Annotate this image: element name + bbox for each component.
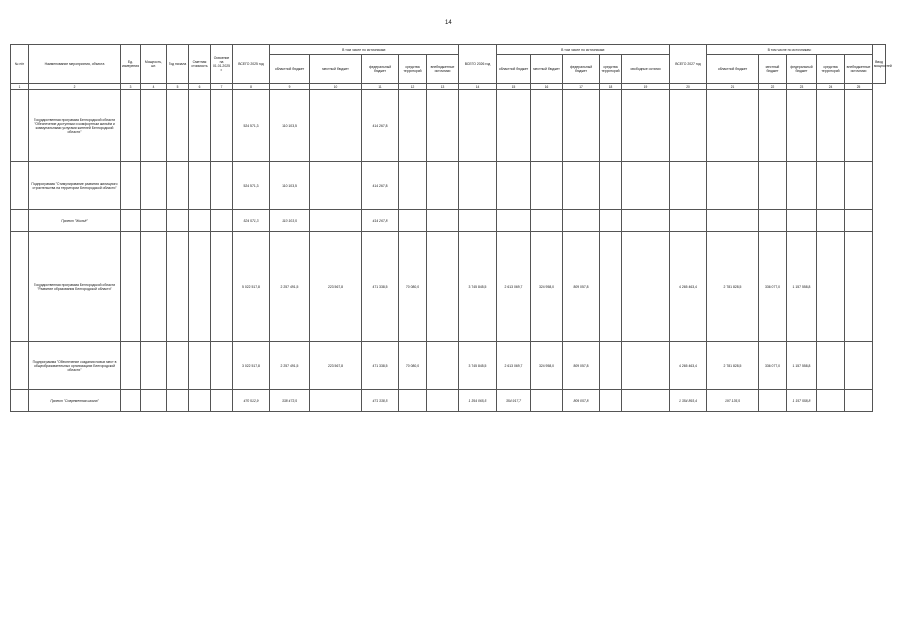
empty-cell bbox=[11, 342, 29, 390]
value-cell: 4 265 463,4 bbox=[670, 342, 707, 390]
column-number: 3 bbox=[121, 84, 141, 90]
empty-cell bbox=[600, 210, 622, 232]
empty-cell bbox=[622, 210, 670, 232]
value-cell: 110 103,5 bbox=[270, 210, 310, 232]
src-header: местный бюджет bbox=[310, 55, 362, 84]
src-header: федеральный бюджет bbox=[563, 55, 600, 84]
empty-cell bbox=[121, 390, 141, 412]
empty-cell bbox=[399, 390, 427, 412]
empty-cell bbox=[427, 342, 459, 390]
empty-cell bbox=[845, 232, 873, 342]
empty-cell bbox=[759, 210, 787, 232]
empty-cell bbox=[310, 390, 362, 412]
empty-cell bbox=[817, 390, 845, 412]
src-header: областной бюджет bbox=[497, 55, 531, 84]
value-cell: 2 257 491,5 bbox=[270, 232, 310, 342]
empty-cell bbox=[459, 90, 497, 162]
col-capacity-header: Мощность, шт. bbox=[141, 45, 167, 84]
src-header: средства территорий bbox=[600, 55, 622, 84]
empty-cell bbox=[211, 162, 233, 210]
empty-cell bbox=[759, 162, 787, 210]
value-cell: 414 267,8 bbox=[362, 210, 399, 232]
empty-cell bbox=[167, 342, 189, 390]
value-cell: 470 512,9 bbox=[233, 390, 270, 412]
table-row bbox=[11, 210, 886, 232]
col-cost-header: Сметная стоимость bbox=[189, 45, 211, 84]
empty-cell bbox=[189, 232, 211, 342]
empty-cell bbox=[399, 162, 427, 210]
empty-cell bbox=[141, 232, 167, 342]
empty-cell bbox=[427, 210, 459, 232]
column-number: 24 bbox=[817, 84, 845, 90]
column-number: 4 bbox=[141, 84, 167, 90]
empty-cell bbox=[167, 210, 189, 232]
column-number: 5 bbox=[167, 84, 189, 90]
empty-cell bbox=[622, 90, 670, 162]
value-cell: 2 613 069,7 bbox=[497, 232, 531, 342]
column-number: 16 bbox=[531, 84, 563, 90]
value-cell: 524 571,3 bbox=[233, 210, 270, 232]
empty-cell bbox=[600, 390, 622, 412]
group-2026-header: В том числе по источникам: bbox=[497, 45, 670, 55]
page-number: 14 bbox=[445, 20, 452, 26]
column-number: 14 bbox=[459, 84, 497, 90]
column-number: 18 bbox=[600, 84, 622, 90]
src-header: местный бюджет bbox=[759, 55, 787, 84]
value-cell: 2 781 828,5 bbox=[707, 232, 759, 342]
col-last-header: Ввод мощностей bbox=[873, 45, 886, 84]
empty-cell bbox=[787, 162, 817, 210]
row-name: Государственная программа Белгородской области "Развитие образования Белгородской области" bbox=[29, 232, 121, 342]
column-number: 19 bbox=[622, 84, 670, 90]
empty-cell bbox=[211, 210, 233, 232]
total-2027-header: ВСЕГО 2027 год bbox=[670, 45, 707, 84]
col-name-header: Наименование мероприятия, объекта bbox=[29, 45, 121, 84]
value-cell: 414 267,8 bbox=[362, 162, 399, 210]
value-cell: 197 135,5 bbox=[707, 390, 759, 412]
empty-cell bbox=[563, 162, 600, 210]
group-2025-header: В том числе по источникам: bbox=[270, 45, 459, 55]
row-name: Государственная программа Белгородской области "Обеспечение доступным и комфортным жильём и коммунальными услугами жителей Белгородской области" bbox=[29, 90, 121, 162]
value-cell: 809 057,8 bbox=[563, 232, 600, 342]
src-header: средства территорий bbox=[817, 55, 845, 84]
empty-cell bbox=[141, 210, 167, 232]
empty-cell bbox=[600, 90, 622, 162]
value-cell: 809 057,8 bbox=[563, 342, 600, 390]
value-cell: 3 745 845,5 bbox=[459, 232, 497, 342]
empty-cell bbox=[167, 232, 189, 342]
empty-cell bbox=[817, 90, 845, 162]
empty-cell bbox=[189, 342, 211, 390]
value-cell: 1 157 558,8 bbox=[787, 342, 817, 390]
src-header: областной бюджет bbox=[270, 55, 310, 84]
empty-cell bbox=[845, 90, 873, 162]
empty-cell bbox=[11, 390, 29, 412]
value-cell: 2 781 828,5 bbox=[707, 342, 759, 390]
value-cell: 524 571,3 bbox=[233, 90, 270, 162]
row-name: Проект "Жильё" bbox=[29, 210, 121, 232]
empty-cell bbox=[427, 390, 459, 412]
column-number: 7 bbox=[211, 84, 233, 90]
column-number: 1 bbox=[11, 84, 29, 90]
empty-cell bbox=[459, 210, 497, 232]
value-cell: 70 080,0 bbox=[399, 342, 427, 390]
empty-cell bbox=[11, 210, 29, 232]
empty-cell bbox=[845, 162, 873, 210]
empty-cell bbox=[427, 232, 459, 342]
src-header: свободные остатки bbox=[622, 55, 670, 84]
col-start-header: Год начала bbox=[167, 45, 189, 84]
empty-cell bbox=[189, 90, 211, 162]
empty-cell bbox=[427, 162, 459, 210]
src-header: внебюджетные источники bbox=[427, 55, 459, 84]
empty-cell bbox=[310, 162, 362, 210]
value-cell: 110 103,5 bbox=[270, 90, 310, 162]
value-cell: 4 265 463,4 bbox=[670, 232, 707, 342]
empty-cell bbox=[817, 162, 845, 210]
empty-cell bbox=[141, 90, 167, 162]
empty-cell bbox=[817, 342, 845, 390]
empty-cell bbox=[563, 90, 600, 162]
empty-cell bbox=[211, 342, 233, 390]
empty-cell bbox=[622, 342, 670, 390]
value-cell: 414 267,8 bbox=[362, 90, 399, 162]
column-number: 22 bbox=[759, 84, 787, 90]
value-cell: 471 338,5 bbox=[362, 342, 399, 390]
total-2026-header: ВСЕГО 2026 год bbox=[459, 45, 497, 84]
empty-cell bbox=[600, 342, 622, 390]
table-row bbox=[11, 232, 886, 342]
group-2027-header: В том числе по источникам: bbox=[707, 45, 873, 55]
column-number: 6 bbox=[189, 84, 211, 90]
empty-cell bbox=[459, 162, 497, 210]
value-cell: 338 473,5 bbox=[270, 390, 310, 412]
column-number: 2 bbox=[29, 84, 121, 90]
empty-cell bbox=[600, 232, 622, 342]
empty-cell bbox=[563, 210, 600, 232]
empty-cell bbox=[787, 90, 817, 162]
column-number: 8 bbox=[233, 84, 270, 90]
src-header: местный бюджет bbox=[531, 55, 563, 84]
empty-cell bbox=[11, 90, 29, 162]
empty-cell bbox=[622, 162, 670, 210]
column-number: 13 bbox=[427, 84, 459, 90]
empty-cell bbox=[121, 232, 141, 342]
empty-cell bbox=[845, 210, 873, 232]
column-number: 25 bbox=[845, 84, 873, 90]
value-cell: 354 917,7 bbox=[497, 390, 531, 412]
empty-cell bbox=[759, 390, 787, 412]
empty-cell bbox=[531, 210, 563, 232]
empty-cell bbox=[707, 162, 759, 210]
empty-cell bbox=[531, 90, 563, 162]
column-number: 9 bbox=[270, 84, 310, 90]
empty-cell bbox=[399, 210, 427, 232]
empty-cell bbox=[670, 90, 707, 162]
value-cell: 1 354 893,4 bbox=[670, 390, 707, 412]
column-number: 21 bbox=[707, 84, 759, 90]
value-cell: 2 257 491,5 bbox=[270, 342, 310, 390]
value-cell: 471 338,5 bbox=[362, 390, 399, 412]
column-number: 12 bbox=[399, 84, 427, 90]
row-name: Подпрограмма "Стимулирование развития жилищного строительства на территории Белгородской области" bbox=[29, 162, 121, 210]
empty-cell bbox=[189, 390, 211, 412]
empty-cell bbox=[121, 162, 141, 210]
empty-cell bbox=[845, 342, 873, 390]
empty-cell bbox=[189, 162, 211, 210]
column-number: 11 bbox=[362, 84, 399, 90]
total-2025-header: ВСЕГО 2025 год bbox=[233, 45, 270, 84]
empty-cell bbox=[167, 162, 189, 210]
src-header: областной бюджет bbox=[707, 55, 759, 84]
table-row bbox=[11, 390, 886, 412]
value-cell: 809 057,8 bbox=[563, 390, 600, 412]
empty-cell bbox=[167, 390, 189, 412]
empty-cell bbox=[600, 162, 622, 210]
empty-cell bbox=[759, 90, 787, 162]
empty-cell bbox=[11, 162, 29, 210]
value-cell: 1 354 065,5 bbox=[459, 390, 497, 412]
column-number: 23 bbox=[787, 84, 817, 90]
empty-cell bbox=[141, 342, 167, 390]
value-cell: 5 022 517,8 bbox=[233, 232, 270, 342]
empty-cell bbox=[399, 90, 427, 162]
row-name: Подпрограмма "Обеспечение создания новых мест в общеобразовательных организациях Белгородской области" bbox=[29, 342, 121, 390]
empty-cell bbox=[11, 232, 29, 342]
value-cell: 471 338,5 bbox=[362, 232, 399, 342]
empty-cell bbox=[141, 162, 167, 210]
value-cell: 223 567,8 bbox=[310, 342, 362, 390]
empty-cell bbox=[497, 210, 531, 232]
empty-cell bbox=[670, 162, 707, 210]
empty-cell bbox=[211, 390, 233, 412]
column-number: 17 bbox=[563, 84, 600, 90]
value-cell: 70 080,0 bbox=[399, 232, 427, 342]
table-row bbox=[11, 342, 886, 390]
empty-cell bbox=[497, 90, 531, 162]
empty-cell bbox=[531, 390, 563, 412]
value-cell: 223 567,8 bbox=[310, 232, 362, 342]
value-cell: 524 571,3 bbox=[233, 162, 270, 210]
empty-cell bbox=[670, 210, 707, 232]
column-number: 15 bbox=[497, 84, 531, 90]
col-unit-header: Ед. измерения bbox=[121, 45, 141, 84]
empty-cell bbox=[497, 162, 531, 210]
value-cell: 1 157 558,8 bbox=[787, 232, 817, 342]
empty-cell bbox=[121, 210, 141, 232]
empty-cell bbox=[622, 232, 670, 342]
empty-cell bbox=[817, 232, 845, 342]
table-row bbox=[11, 90, 886, 162]
empty-cell bbox=[310, 210, 362, 232]
value-cell: 2 613 069,7 bbox=[497, 342, 531, 390]
empty-cell bbox=[211, 232, 233, 342]
empty-cell bbox=[531, 162, 563, 210]
value-cell: 3 745 845,5 bbox=[459, 342, 497, 390]
empty-cell bbox=[622, 390, 670, 412]
value-cell: 336 077,0 bbox=[759, 232, 787, 342]
empty-cell bbox=[167, 90, 189, 162]
row-name: Проект "Современная школа" bbox=[29, 390, 121, 412]
empty-cell bbox=[707, 90, 759, 162]
empty-cell bbox=[141, 390, 167, 412]
empty-cell bbox=[310, 90, 362, 162]
empty-cell bbox=[707, 210, 759, 232]
empty-cell bbox=[787, 210, 817, 232]
empty-cell bbox=[189, 210, 211, 232]
empty-cell bbox=[121, 342, 141, 390]
value-cell: 324 958,0 bbox=[531, 232, 563, 342]
value-cell: 3 022 517,8 bbox=[233, 342, 270, 390]
value-cell: 336 077,0 bbox=[759, 342, 787, 390]
col-planned-header: Освоение на 01.01.2025 г. bbox=[211, 45, 233, 84]
value-cell: 324 958,0 bbox=[531, 342, 563, 390]
column-number: 20 bbox=[670, 84, 707, 90]
column-number: 10 bbox=[310, 84, 362, 90]
empty-cell bbox=[845, 390, 873, 412]
src-header: средства территорий bbox=[399, 55, 427, 84]
empty-cell bbox=[121, 90, 141, 162]
src-header: федеральный бюджет bbox=[362, 55, 399, 84]
table-row bbox=[11, 162, 886, 210]
empty-cell bbox=[817, 210, 845, 232]
src-header: федеральный бюджет bbox=[787, 55, 817, 84]
empty-cell bbox=[211, 90, 233, 162]
header-row-1 bbox=[11, 45, 886, 55]
value-cell: 1 157 558,8 bbox=[787, 390, 817, 412]
value-cell: 110 103,5 bbox=[270, 162, 310, 210]
budget-table bbox=[10, 44, 892, 412]
col-num-header: № п/п bbox=[11, 45, 29, 84]
src-header: внебюджетные источники bbox=[845, 55, 873, 84]
empty-cell bbox=[427, 90, 459, 162]
